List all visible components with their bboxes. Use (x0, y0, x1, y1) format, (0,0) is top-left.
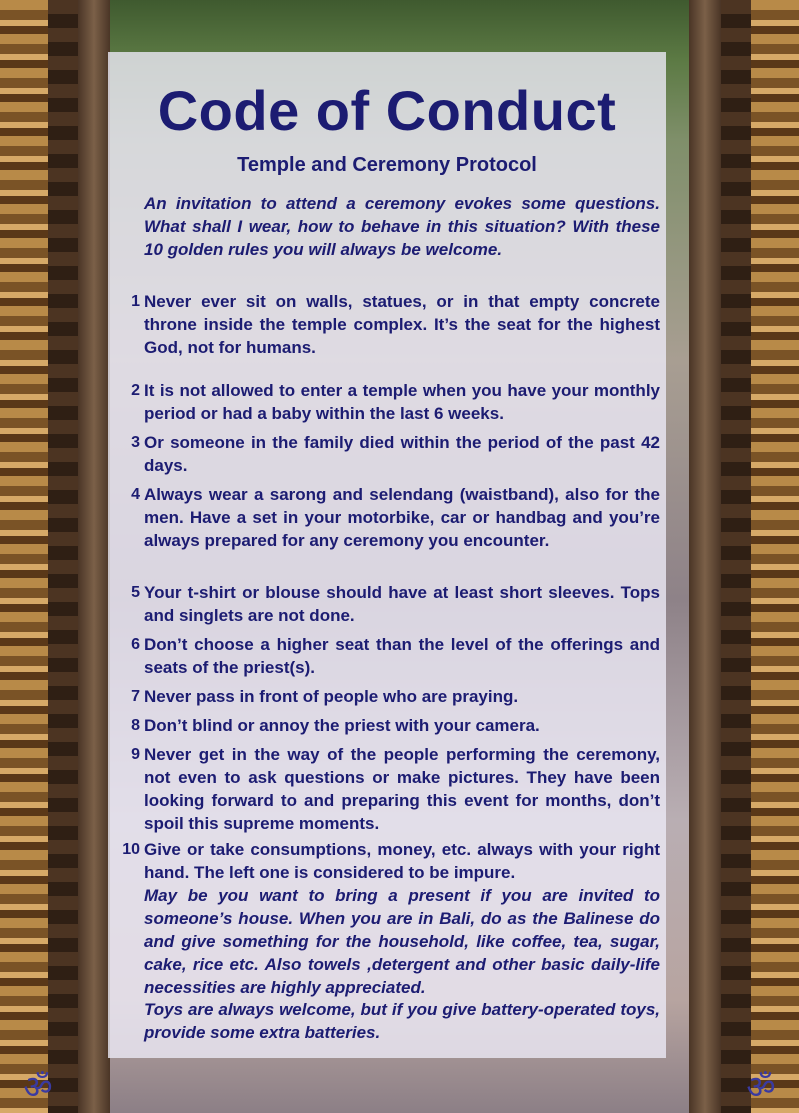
page-title: Code of Conduct (157, 79, 617, 142)
carved-door-frame-left (0, 0, 78, 1113)
rule-number: 7 (131, 688, 140, 705)
closing-paragraph: May be you want to bring a present if you are invited to someone’s house. When you are in Bali, do as the Balinese do and give something for the household, like coffee, tea, sugar, cake, rice etc. Also towels ,detergent and other basic daily-life necessities are highly appreciated. (144, 886, 660, 997)
content-panel (108, 52, 666, 1058)
rule-number: 4 (131, 486, 140, 503)
wooden-post-right (689, 0, 721, 1113)
om-symbol-icon: ॐ (746, 1068, 776, 1106)
rule-text: Never pass in front of people who are praying. (144, 687, 519, 706)
om-symbol-icon: ॐ (23, 1068, 53, 1106)
rule-number: 9 (131, 746, 140, 763)
rule-number: 2 (131, 382, 140, 399)
intro-paragraph: An invitation to attend a ceremony evokes some questions. What shall I wear, how to behave in this situation? With these 10 golden rules you will always be welcome. (144, 194, 660, 259)
rule-text: Or someone in the family died within the period of the past 42 days. (144, 433, 660, 475)
rule-text: Don’t blind or annoy the priest with your camera. (144, 716, 540, 735)
rule-text: Give or take consumptions, money, etc. always with your right hand. The left one is considered to be impure. (144, 840, 660, 882)
rule-number: 8 (131, 717, 140, 734)
wooden-post-left (78, 0, 110, 1113)
rule-text: Don’t choose a higher seat than the level of the offerings and seats of the priest(s). (144, 635, 660, 677)
rule-text: It is not allowed to enter a temple when you have your monthly period or had a baby within the last 6 weeks. (144, 381, 660, 423)
rule-number: 5 (131, 584, 140, 601)
rule-text: Your t-shirt or blouse should have at least short sleeves. Tops and singlets are not done. (144, 583, 660, 625)
rule-text: Always wear a sarong and selendang (waistband), also for the men. Have a set in your motorbike, car or handbag and you’re always prepared for any ceremony you encounter. (144, 485, 660, 550)
carved-door-frame-right (721, 0, 799, 1113)
closing-note: Toys are always welcome, but if you give battery-operated toys, provide some extra batteries. (144, 1000, 660, 1042)
page-subtitle: Temple and Ceremony Protocol (237, 154, 537, 176)
rule-number: 1 (131, 293, 140, 310)
rule-text: Never get in the way of the people performing the ceremony, not even to ask questions or make pictures. They have been looking forward to and preparing this event for months, don’t spoil this supreme moments. (144, 745, 660, 833)
rule-number: 3 (131, 434, 140, 451)
rule-number: 10 (122, 841, 140, 858)
rule-number: 6 (131, 636, 140, 653)
rule-text: Never ever sit on walls, statues, or in that empty concrete throne inside the temple complex. It’s the seat for the highest God, not for humans. (144, 292, 660, 357)
